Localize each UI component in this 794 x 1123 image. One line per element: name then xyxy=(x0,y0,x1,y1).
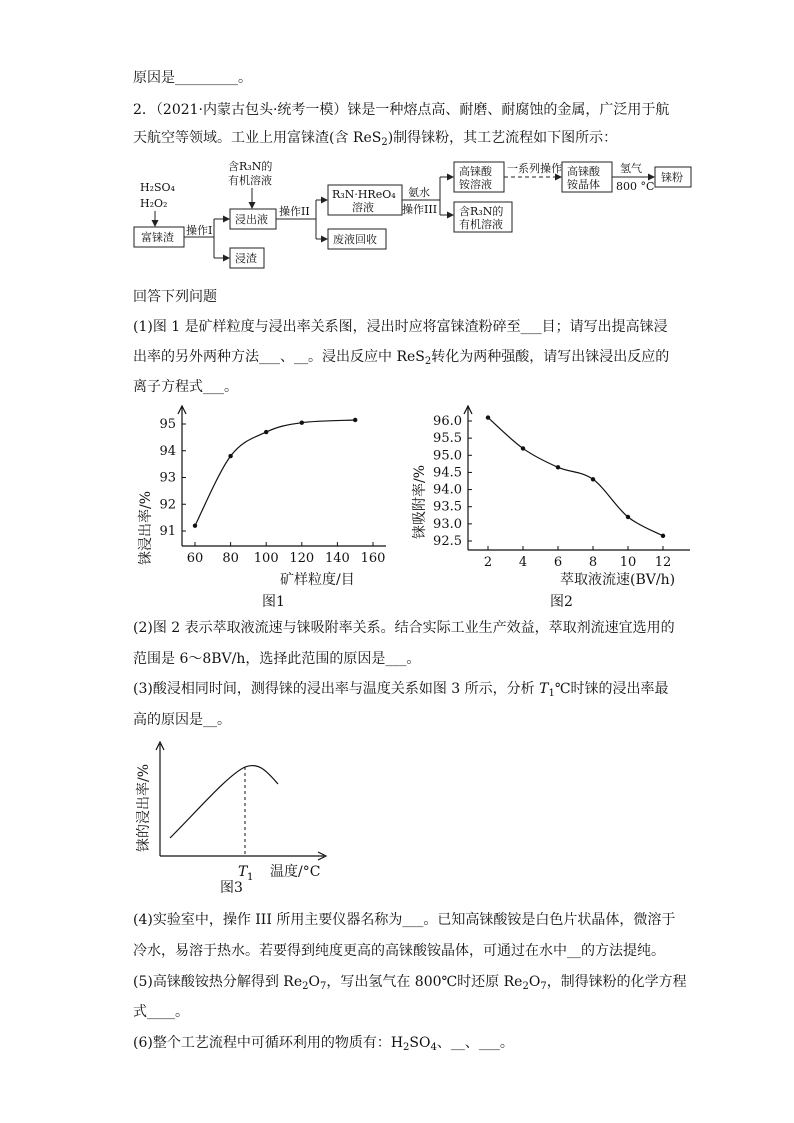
reagent-h2so4: H₂SO₄ xyxy=(140,181,175,194)
text-seg: O xyxy=(308,974,320,990)
x-tick-label: 100 xyxy=(253,551,279,566)
text-seg: 、__、___。 xyxy=(436,1035,514,1051)
text-line xyxy=(133,347,669,372)
fig3-t1-label: T xyxy=(238,864,248,880)
fig1-caption: 图1 xyxy=(262,594,285,610)
fig3-caption: 图3 xyxy=(220,880,243,896)
fig3-curve xyxy=(170,766,278,838)
reagent-h2o2: H₂O₂ xyxy=(140,197,168,210)
y-tick-label: 93 xyxy=(159,470,176,486)
subscript: 2 xyxy=(403,1042,410,1053)
org-top-line1: 含R₃N的 xyxy=(228,160,273,173)
x-tick-label: 12 xyxy=(654,555,672,570)
text-seg: (6)整个工艺流程中可循环利用的物质有：H xyxy=(133,1035,404,1051)
data-point xyxy=(661,534,665,538)
series-op-label: 一系列操作 xyxy=(507,162,562,175)
subscript: 7 xyxy=(319,981,327,992)
box-organic-bottom-line1: 含R₃N的 xyxy=(459,205,504,218)
temp-symbol: T xyxy=(539,681,549,697)
op1-label: 操作I xyxy=(186,224,213,237)
y-tick-label: 95.5 xyxy=(433,431,462,447)
box-organic-bottom-line2: 有机溶液 xyxy=(459,218,503,231)
text-line: 冷水，易溶于热水。若要得到纯度更高的高铼酸铵晶体，可通过在水中__的方法提纯。 xyxy=(133,943,665,959)
question-2-header: 2．（2021·内蒙古包头·统考一模）铼是一种熔点高、耐磨、耐腐蚀的金属，广泛用于航 xyxy=(133,102,670,118)
box-r3n-hreo4-line2: 溶液 xyxy=(352,201,374,214)
text-seg: ℃时铼的浸出率最 xyxy=(554,681,669,697)
data-point xyxy=(193,523,197,527)
box-waste-label: 废液回收 xyxy=(333,233,377,246)
text-line xyxy=(133,1033,514,1058)
figure-2-chart xyxy=(400,400,700,610)
temp-label: 800 °C xyxy=(616,180,655,193)
figure-3-chart xyxy=(128,730,348,900)
text-seg: 转化为两种强酸，请写出铼浸出反应的 xyxy=(431,349,670,365)
text-line xyxy=(133,128,617,153)
data-point xyxy=(521,446,525,450)
fig3-t1-sub: 1 xyxy=(247,872,254,883)
text-seg: ，制得铼粉的化学方程 xyxy=(546,974,687,990)
fig1-curve xyxy=(195,420,355,526)
y-tick-label: 92.5 xyxy=(433,534,462,549)
text-line xyxy=(133,972,687,997)
data-point xyxy=(228,454,232,458)
subscript: 7 xyxy=(540,981,547,992)
text-seg: )制得铼粉，其工艺流程如下图所示： xyxy=(387,130,618,146)
text-line: 范围是 6～8BV/h，选择此范围的原因是___。 xyxy=(133,651,421,667)
box-fu-lai-zha-label: 富铼渣 xyxy=(141,231,174,244)
x-tick-label: 140 xyxy=(324,551,350,566)
data-point xyxy=(300,420,304,424)
data-point xyxy=(591,477,595,481)
subscript: 2 xyxy=(381,137,388,148)
fig3-ylabel: 铼的浸出率/% xyxy=(136,763,152,853)
fig3-xlabel: 温度/°C xyxy=(270,864,321,880)
subscript: 2 xyxy=(302,981,309,992)
x-tick-label: 120 xyxy=(289,551,315,566)
data-point xyxy=(353,418,357,422)
fig2-ylabel: 铼吸附率/% xyxy=(412,464,428,540)
y-tick-label: 94.0 xyxy=(433,482,462,498)
box-jin-zha-label: 浸渣 xyxy=(235,252,257,265)
data-point xyxy=(626,515,630,519)
fig2-xlabel: 萃取液流速(BV/h) xyxy=(560,572,676,588)
x-tick-label: 4 xyxy=(518,555,528,570)
subscript: 1 xyxy=(548,688,555,699)
text-seg: 出率的另外两种方法___、__。浸出反应中 ReS xyxy=(133,349,425,365)
box-crystal-line1: 高铼酸 xyxy=(567,165,600,178)
y-tick-label: 94 xyxy=(159,443,176,459)
data-point xyxy=(486,415,490,419)
y-tick-label: 96.0 xyxy=(433,414,462,429)
y-tick-label: 93.5 xyxy=(433,499,462,515)
data-point xyxy=(264,430,268,434)
text-seg: 天航空等领域。工业上用富铼渣(含 ReS xyxy=(133,130,382,146)
text-seg: (3)酸浸相同时间，测得铼的浸出率与温度关系如图 3 所示，分析 xyxy=(133,681,540,697)
y-tick-label: 95 xyxy=(159,417,176,432)
process-flow-diagram xyxy=(128,155,698,275)
org-top-line2: 有机溶液 xyxy=(228,174,272,187)
text-seg: SO xyxy=(409,1035,431,1051)
box-crystal-line2: 铵晶体 xyxy=(567,178,600,191)
fig2-caption: 图2 xyxy=(550,594,573,610)
data-point xyxy=(556,465,560,469)
y-tick-label: 92 xyxy=(159,497,176,513)
x-tick-label: 60 xyxy=(186,551,204,566)
figure-1-chart xyxy=(130,400,390,610)
text-line: 离子方程式___。 xyxy=(133,379,238,395)
text-line: 式____。 xyxy=(133,1004,189,1020)
x-tick-label: 80 xyxy=(222,551,239,566)
subscript: 2 xyxy=(424,356,432,367)
text-line: 原因是_________。 xyxy=(133,70,252,86)
fig1-ylabel: 铼浸出率/% xyxy=(138,490,154,566)
box-salt-solution-line1: 高铼酸 xyxy=(459,165,492,178)
text-line: 高的原因是__。 xyxy=(133,712,231,728)
x-tick-label: 8 xyxy=(588,555,598,570)
y-tick-label: 95.0 xyxy=(433,448,462,464)
subscript: 2 xyxy=(522,981,529,992)
text-seg: (5)高铼酸铵热分解得到 Re xyxy=(133,974,303,990)
text-line: 回答下列问题 xyxy=(133,289,217,305)
box-salt-solution-line2: 铵溶液 xyxy=(459,178,492,191)
y-tick-label: 91 xyxy=(159,524,176,539)
text-line: (4)实验室中，操作 III 所用主要仪器名称为___。已知高铼酸铵是白色片状晶体，微溶于 xyxy=(133,912,676,928)
x-tick-label: 2 xyxy=(483,555,493,570)
text-line: (1)图 1 是矿样粒度与浸出率关系图，浸出时应将富铼渣粉碎至___目；请写出提高铼浸 xyxy=(133,319,668,335)
x-tick-label: 160 xyxy=(360,551,386,566)
text-line: (2)图 2 表示萃取液流速与铼吸附率关系。结合实际工业生产效益，萃取剂流速宜选用的 xyxy=(133,620,675,636)
text-line xyxy=(133,679,668,704)
op2-label: 操作II xyxy=(279,205,310,218)
y-tick-label: 93.0 xyxy=(433,516,462,532)
x-tick-label: 6 xyxy=(553,555,563,570)
text-seg: O xyxy=(528,974,541,990)
y-tick-label: 94.5 xyxy=(433,465,462,481)
hydrogen-label: 氢气 xyxy=(620,162,642,175)
text-seg: ，写出氢气在 800℃时还原 Re xyxy=(326,974,523,990)
box-jin-chu-ye-label: 浸出液 xyxy=(235,213,268,226)
ammonia-label: 氨水 xyxy=(408,186,430,199)
box-r3n-hreo4-line1: R₃N·HReO₄ xyxy=(332,188,396,201)
fig1-xlabel: 矿样粒度/目 xyxy=(280,572,355,588)
fig2-curve xyxy=(488,418,663,536)
subscript: 4 xyxy=(430,1042,437,1053)
x-tick-label: 10 xyxy=(619,555,637,570)
box-powder-label: 铼粉 xyxy=(661,171,683,184)
op3-label: 操作III xyxy=(402,203,438,216)
